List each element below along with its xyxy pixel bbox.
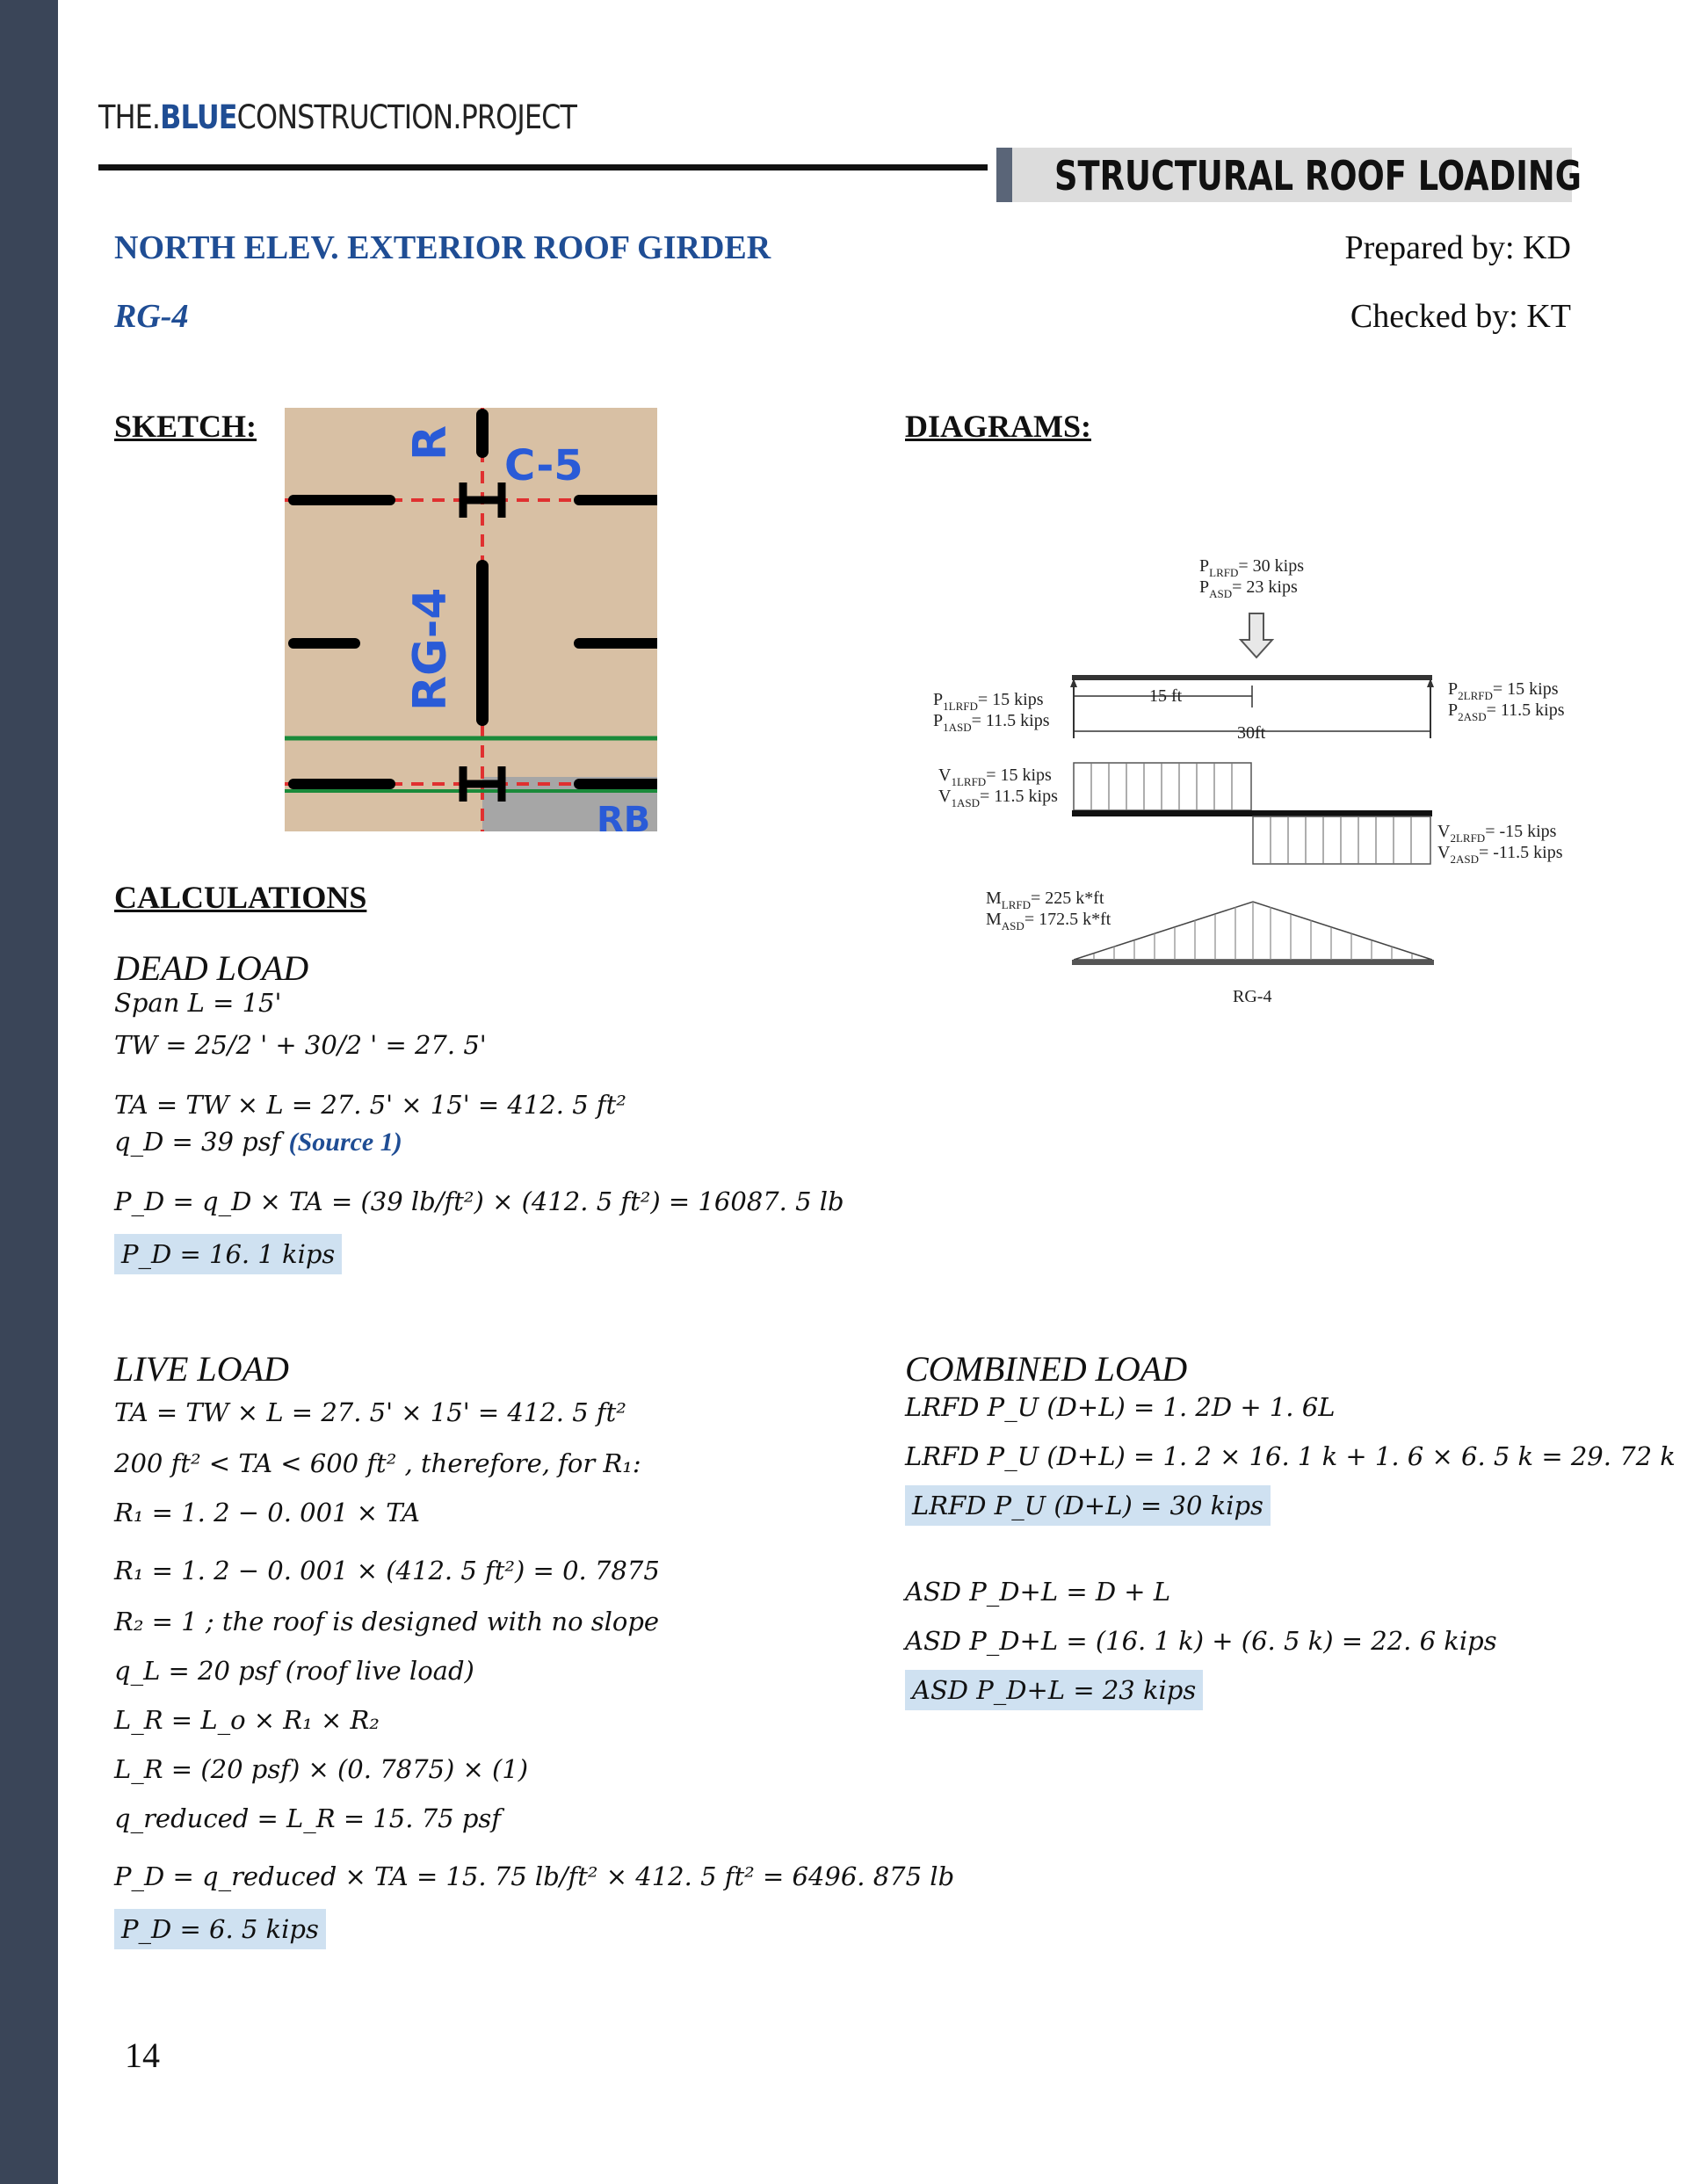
m-asd-label: $M_{ASD}= 172.5$ k*ft xyxy=(986,910,1111,932)
live-load-line: R₁ = 1. 2 − 0. 001 × TA xyxy=(114,1498,420,1527)
plan-sketch-drawing xyxy=(285,408,657,831)
combined-lrfd-result: LRFD P_U (D+L) = 30 kips xyxy=(905,1485,1271,1526)
member-id: RG-4 xyxy=(114,298,189,335)
checked-by: Checked by: KT xyxy=(1350,298,1571,335)
diagram-caption: RG-4 xyxy=(1233,987,1272,1006)
live-load-line: q_L = 20 psf (roof live load) xyxy=(114,1656,474,1686)
sketch-label-cut: R xyxy=(404,424,457,461)
p2-asd-label: $P_{2ASD}= 11.5$ kips xyxy=(1448,700,1565,723)
combined-asd-result: ASD P_D+L = 23 kips xyxy=(905,1670,1203,1710)
shear-baseline xyxy=(1072,810,1432,816)
sidebar-strip xyxy=(0,0,58,2184)
header-rule xyxy=(98,164,988,171)
combined-asd-line: ASD P_D+L = D + L xyxy=(905,1577,1171,1607)
page-number: 14 xyxy=(125,2035,160,2075)
v1-lrfd-label: $V_{1LRFD}= 15$ kips xyxy=(938,765,1052,788)
live-load-result: P_D = 6. 5 kips xyxy=(114,1909,326,1949)
p2-lrfd-label: $P_{2LRFD}= 15$ kips xyxy=(1448,679,1559,702)
beam xyxy=(1072,675,1432,680)
dim-full: 30ft xyxy=(1237,723,1266,743)
sketch-label-c5: C-5 xyxy=(504,441,583,490)
point-load-arrow xyxy=(1241,613,1272,657)
doc-title: STRUCTURAL ROOF LOADING xyxy=(1054,152,1582,200)
beam-diagrams xyxy=(905,554,1582,1011)
combined-lrfd-line: LRFD P_U (D+L) = 1. 2D + 1. 6L xyxy=(905,1392,1336,1422)
source-note: (Source 1) xyxy=(288,1128,402,1157)
project-title: NORTH ELEV. EXTERIOR ROOF GIRDER xyxy=(114,229,771,266)
v2-lrfd-label: $V_{2LRFD}= -15$ kips xyxy=(1437,822,1557,845)
p1-asd-label: $P_{1ASD}= 11.5$ kips xyxy=(933,711,1050,734)
sketch-heading: SKETCH: xyxy=(114,409,257,444)
dead-load-line: TA = TW × L = 27. 5' × 15' = 412. 5 ft² xyxy=(114,1090,626,1120)
live-load-line: P_D = q_reduced × TA = 15. 75 lb/ft² × 412. 5 ft² = 6496. 875 lb xyxy=(114,1861,955,1891)
diagrams-heading: DIAGRAMS: xyxy=(905,409,1091,444)
dead-load-result: P_D = 16. 1 kips xyxy=(114,1234,342,1274)
live-load-line: TA = TW × L = 27. 5' × 15' = 412. 5 ft² xyxy=(114,1397,626,1427)
combined-asd-line: ASD P_D+L = (16. 1 k) + (6. 5 k) = 22. 6 kips xyxy=(905,1626,1497,1656)
dead-load-line: P_D = q_D × TA = (39 lb/ft²) × (412. 5 ft²) = 16087. 5 lb xyxy=(114,1186,844,1216)
dead-load-line: q_D = 39 psf (Source 1) xyxy=(114,1127,402,1157)
beam-diagram-svg xyxy=(905,554,1582,1011)
live-load-line: R₂ = 1 ; the roof is designed with no slope xyxy=(114,1607,660,1636)
live-load-line: R₁ = 1. 2 − 0. 001 × (412. 5 ft²) = 0. 7875 xyxy=(114,1556,660,1585)
calculations-heading: CALCULATIONS xyxy=(114,880,367,915)
prepared-by: Prepared by: KD xyxy=(1344,229,1571,266)
p1-lrfd-label: $P_{1LRFD}= 15$ kips xyxy=(933,690,1044,713)
live-load-line: L_R = (20 psf) × (0. 7875) × (1) xyxy=(114,1754,529,1784)
live-load-title: LIVE LOAD xyxy=(114,1349,289,1389)
dim-half: 15 ft xyxy=(1149,686,1183,706)
live-load-line: L_R = L_o × R₁ × R₂ xyxy=(114,1705,380,1735)
sketch-label-rg4: RG-4 xyxy=(404,587,457,711)
live-load-line: q_reduced = L_R = 15. 75 psf xyxy=(114,1803,501,1833)
shear-negative xyxy=(1253,816,1430,864)
combined-lrfd-line: LRFD P_U (D+L) = 1. 2 × 16. 1 k + 1. 6 × 6. 5 k = 29. 72 k xyxy=(905,1441,1676,1471)
moment-baseline xyxy=(1072,960,1434,965)
live-load-line: 200 ft² < TA < 600 ft² , therefore, for R₁: xyxy=(114,1448,641,1478)
sketch-label-rb: RB xyxy=(597,800,651,831)
combined-load-title: COMBINED LOAD xyxy=(905,1349,1188,1389)
doc-title-box xyxy=(996,148,1582,202)
plan-sketch xyxy=(285,408,657,831)
dead-load-line: TW = 25/2 ' + 30/2 ' = 27. 5' xyxy=(114,1030,487,1060)
v2-asd-label: $V_{2ASD}= -11.5$ kips xyxy=(1437,843,1563,866)
p-asd-label: $P_{ASD}= 23$ kips xyxy=(1199,577,1298,600)
dead-load-title: DEAD LOAD xyxy=(114,948,309,988)
m-lrfd-label: $M_{LRFD}= 225$ k*ft xyxy=(986,889,1104,911)
brand-logo: THE.BLUECONSTRUCTION.PROJECT xyxy=(98,98,577,136)
shear-positive xyxy=(1074,763,1251,810)
v1-asd-label: $V_{1ASD}= 11.5$ kips xyxy=(938,787,1058,809)
p-lrfd-label: $P_{LRFD}= 30$ kips xyxy=(1199,556,1304,579)
dead-load-line: Span L = 15' xyxy=(114,988,282,1018)
